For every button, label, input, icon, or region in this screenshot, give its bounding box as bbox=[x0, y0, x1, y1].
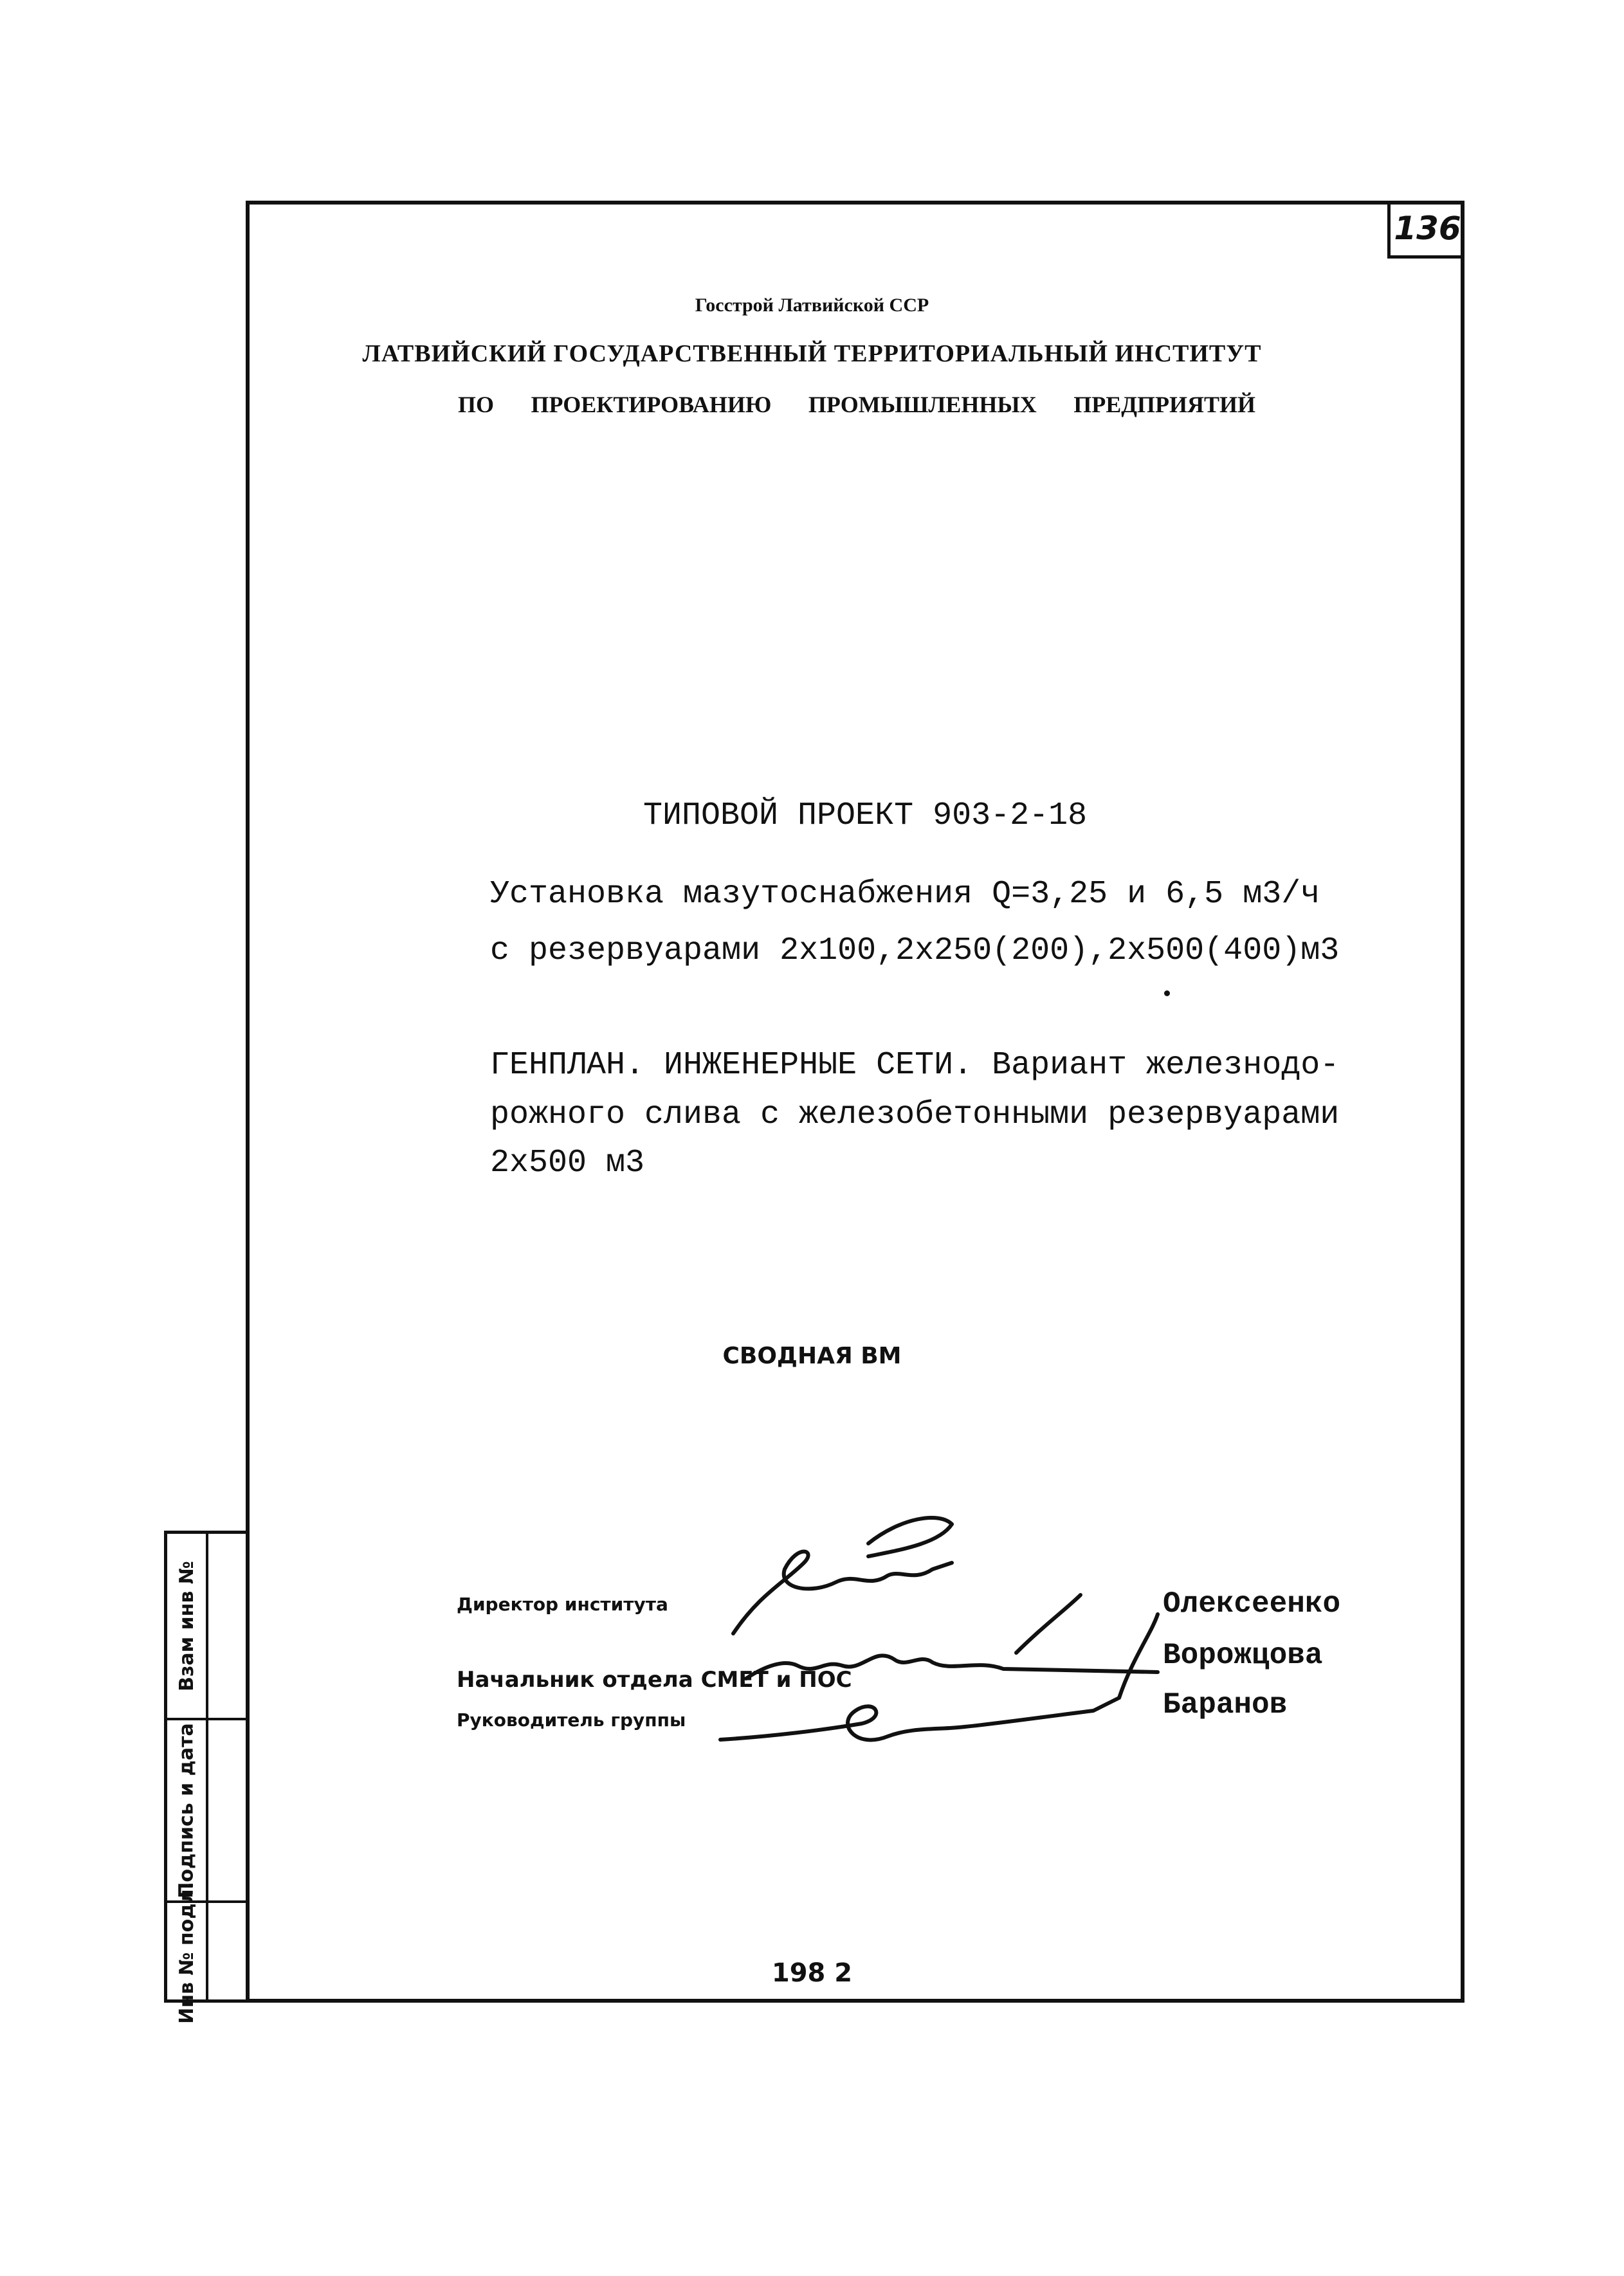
name-director: Олексеенко bbox=[1163, 1587, 1341, 1621]
institute-word-2: ПРОЕКТИРОВАНИЮ bbox=[531, 392, 772, 417]
side-strip bbox=[164, 1531, 250, 2024]
sheet-number: 136 bbox=[1387, 201, 1464, 259]
institute-word-3: ПРОМЫШЛЕННЫХ bbox=[808, 392, 1037, 417]
signature-1 bbox=[733, 1518, 952, 1634]
role-department-head: Начальник отдела СМЕТ и ПОС bbox=[457, 1667, 852, 1693]
side-label-replacement: Взам инв № bbox=[175, 1560, 198, 1691]
header-top: Госстрой Латвийской ССР bbox=[695, 295, 929, 316]
signature-2 bbox=[746, 1595, 1158, 1679]
name-department-head: Ворожцова bbox=[1163, 1639, 1323, 1672]
summary-heading: СВОДНАЯ ВМ bbox=[722, 1343, 902, 1369]
institute-word-4: ПРЕДПРИЯТИЙ bbox=[1073, 392, 1255, 417]
project-line-1: Установка мазутоснабжения Q=3,25 и 6,5 м3/ч bbox=[490, 876, 1320, 913]
side-label-inventory: Инв № подл. bbox=[175, 1882, 198, 2024]
institute-word-1: ПО bbox=[458, 392, 495, 417]
side-label-signature: Подпись и дата bbox=[175, 1722, 198, 1898]
name-group-lead: Баранов bbox=[1163, 1688, 1288, 1722]
side-cell-replacement bbox=[167, 1534, 250, 1720]
project-title: ТИПОВОЙ ПРОЕКТ 903-2-18 bbox=[643, 797, 1088, 834]
signature-3 bbox=[720, 1614, 1158, 1740]
side-cell-signature bbox=[167, 1720, 250, 1903]
institute-line-1: ЛАТВИЙСКИЙ ГОСУДАРСТВЕННЫЙ ТЕРРИТОРИАЛЬНЫЙ ИНСТИТУТ bbox=[362, 340, 1262, 367]
project-line-2: с резервуарами 2x100,2x250(200),2x500(400)м3 bbox=[490, 933, 1340, 969]
project-line-4: рожного слива с железобетонными резервуарами bbox=[490, 1097, 1340, 1133]
role-group-lead: Руководитель группы bbox=[457, 1709, 686, 1731]
project-line-3: ГЕНПЛАН. ИНЖЕНЕРНЫЕ СЕТИ. Вариант железнодо- bbox=[490, 1047, 1340, 1084]
year: 198 2 bbox=[771, 1958, 853, 1988]
project-line-5: 2x500 м3 bbox=[490, 1145, 645, 1181]
handwritten-signatures bbox=[707, 1505, 1171, 1775]
institute-line-2 bbox=[458, 391, 1255, 418]
role-director: Директор института bbox=[457, 1594, 668, 1615]
ink-dot bbox=[1164, 990, 1170, 996]
